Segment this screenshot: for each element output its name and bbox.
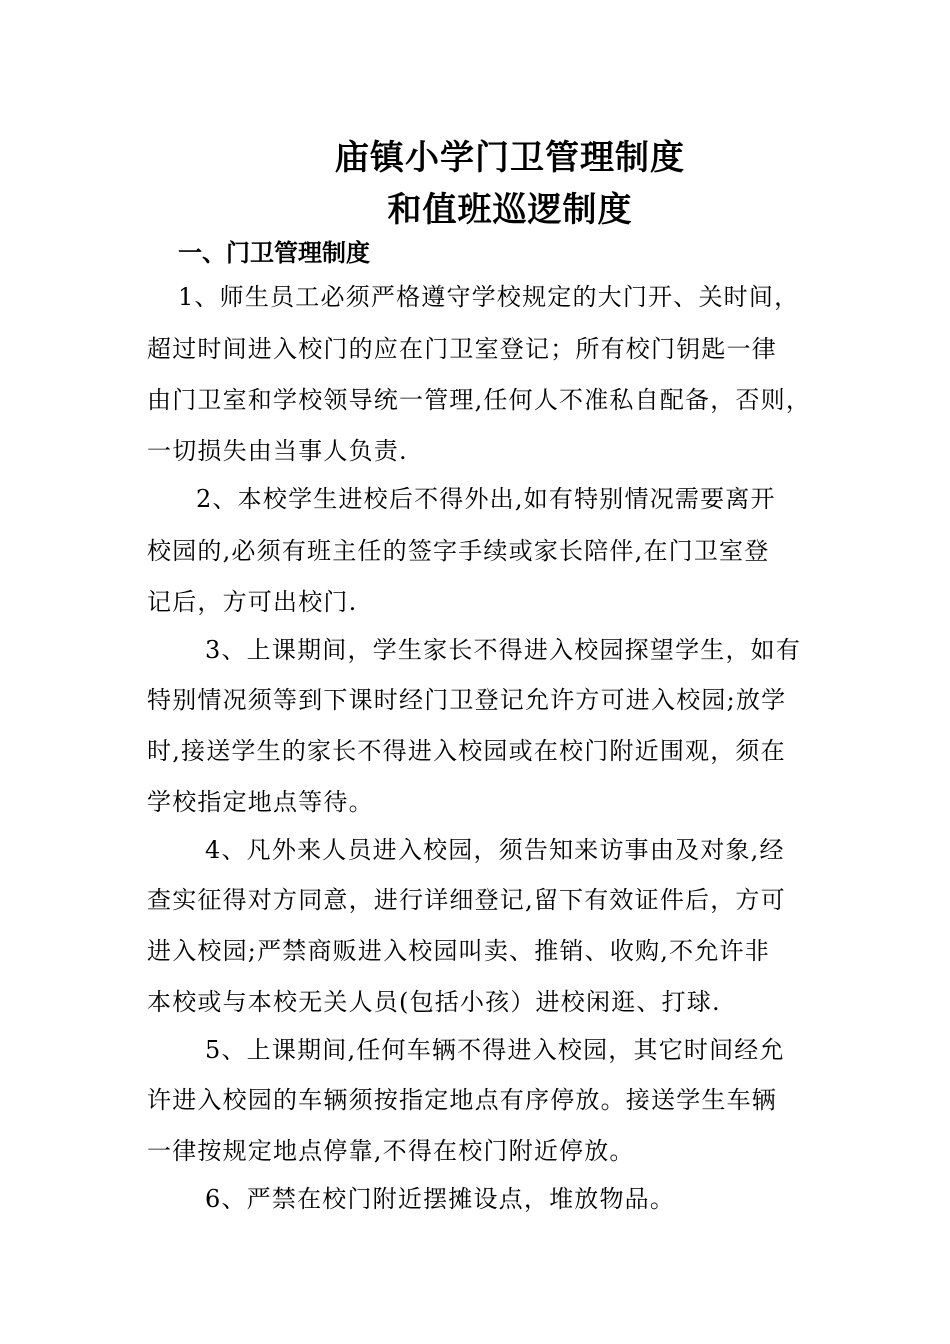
paragraph-3-line-2: 特别情况须等到下课时经门卫登记允许方可进入校园;放学 — [147, 686, 787, 714]
paragraph-1-line-3: 由门卫室和学校领导统一管理,任何人不准私自配备，否则， — [147, 386, 812, 414]
document-title-line-2: 和值班巡逻制度 — [387, 190, 633, 230]
paragraph-3-line-4: 学校指定地点等待。 — [147, 788, 374, 816]
paragraph-1-line-1: 1、师生员工必须严格遵守学校规定的大门开、关时间， — [178, 283, 800, 311]
document-title-line-1: 庙镇小学门卫管理制度 — [335, 138, 685, 178]
paragraph-2-line-2: 校园的,必须有班主任的签字手续或家长陪伴,在门卫室登 — [147, 537, 770, 565]
paragraph-4-line-1: 4、凡外来人员进入校园，须告知来访事由及对象,经 — [205, 836, 785, 864]
paragraph-6-line-1: 6、严禁在校门附近摆摊设点，堆放物品。 — [205, 1185, 676, 1213]
paragraph-3-line-3: 时,接送学生的家长不得进入校园或在校门附近围观，须在 — [147, 737, 786, 765]
paragraph-2-line-3: 记后，方可出校门. — [147, 588, 358, 616]
section-heading: 一、门卫管理制度 — [178, 239, 370, 267]
paragraph-1-line-4: 一切损失由当事人负责. — [147, 437, 408, 465]
paragraph-5-line-1: 5、上课期间,任何车辆不得进入校园，其它时间经允 — [205, 1036, 785, 1064]
paragraph-1-line-2: 超过时间进入校门的应在门卫室登记；所有校门钥匙一律 — [147, 335, 777, 363]
paragraph-4-line-3: 进入校园;严禁商贩进入校园叫卖、推销、收购,不允许非 — [147, 937, 770, 965]
paragraph-5-line-2: 许进入校园的车辆须按指定地点有序停放。接送学生车辆 — [147, 1086, 777, 1114]
paragraph-2-line-1: 2、本校学生进校后不得外出,如有特别情况需要离开 — [196, 485, 776, 513]
paragraph-4-line-2: 查实征得对方同意，进行详细登记,留下有效证件后，方可 — [147, 886, 786, 914]
paragraph-4-line-4: 本校或与本校无关人员(包括小孩）进校闲逛、打球. — [147, 988, 721, 1016]
paragraph-5-line-3: 一律按规定地点停靠,不得在校门附近停放。 — [147, 1137, 635, 1165]
paragraph-3-line-1: 3、上课期间，学生家长不得进入校园探望学生，如有 — [205, 636, 802, 664]
